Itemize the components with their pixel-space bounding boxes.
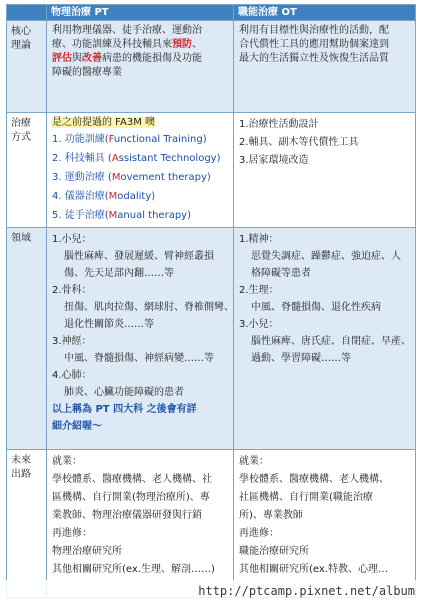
ot-field: 1.精神： 思覺失調症、躁鬱症、強迫症、人 格障礙等患者 2.生理： 中風、脊髓損傷、退化性疾病 3.小兒： 腦性麻痺、唐氏症、自閉症、早產、 過動、學習障礙……等 — [234, 228, 416, 450]
method-item: 3. 運動治療 (Movement therapy) — [52, 172, 211, 183]
row-core — [7, 21, 416, 113]
row-method — [7, 113, 416, 228]
ot-future: 就業： 學校體系、醫療機構、老人機構、 社區機構、自行開業(職能治療 所)、專業教師 再進修： 職能治療研究所 其他相關研究所(ex.特教、心理… — [234, 450, 416, 598]
ot-method: 1.治療性活動設計 2.輔具、副木等代償性工具 3.居家環境改造 — [234, 113, 416, 228]
pt-core: 利用物理儀器、徒手治療、運動治 療、功能訓練及科技輔具來預防、 評估與改善病患的機能損傷及功能 障礙的醫療專業 — [47, 21, 234, 113]
method-item: 4. 儀器治療(Modality) — [52, 191, 156, 202]
method-item: 5. 徒手治療(Manual therapy) — [52, 210, 191, 221]
method-item: 1. 功能訓練(Functional Training) — [52, 134, 207, 145]
comparison-table — [6, 4, 416, 598]
label-method: 治療 方式 — [7, 113, 47, 228]
label-field: 領域 — [7, 228, 47, 450]
label-core: 核心 理論 — [7, 21, 47, 113]
pt-field: 1.小兒： 腦性麻痺、發展遲緩、臂神經叢損 傷、先天足部內翻……等 2.骨科： 扭傷、肌肉拉傷、網球肘、脊椎側彎、 退化性關節炎……等 3.神經： 中風、脊髓損傷、神經病變……等 4.心肺： 肺炎、心臟功能障礙的患者 以上稱為 PT 四大科 之後會有詳 細介紹喔～ — [47, 228, 234, 450]
row-future — [7, 450, 416, 598]
header-empty — [7, 5, 47, 21]
pt-future: 就業： 學校體系、醫療機構、老人機構、社 區機構、自行開業(物理治療所)、專 業教師、物理治療儀器研發與行銷 再進修： 物理治療研究所 其他相關研究所(ex.生理、解剖……) — [47, 450, 234, 598]
header-ot: 職能治療 OT — [234, 5, 416, 21]
header-pt: 物理治療 PT — [47, 5, 234, 21]
row-field — [7, 228, 416, 450]
header-row — [7, 5, 416, 21]
watermark: http://ptcamp.pixnet.net/album — [198, 584, 415, 598]
method-item: 2. 科技輔具 (Assistant Technology) — [52, 153, 221, 164]
label-future: 未來 出路 — [7, 450, 47, 598]
ot-core: 利用有目標性與治療性的活動，配 合代償性工具的應用幫助個案達到 最大的生活獨立性及恢復生活品質 — [234, 21, 416, 113]
pt-method: 是之前提過的 FA3M 噢 1. 功能訓練(Functional Training) 2. 科技輔具 (Assistant Technology) 3. 運動治療 (Movement therapy) 4. 儀器治療(Modality) 5. 徒手治療(Manual therapy) — [47, 113, 234, 228]
